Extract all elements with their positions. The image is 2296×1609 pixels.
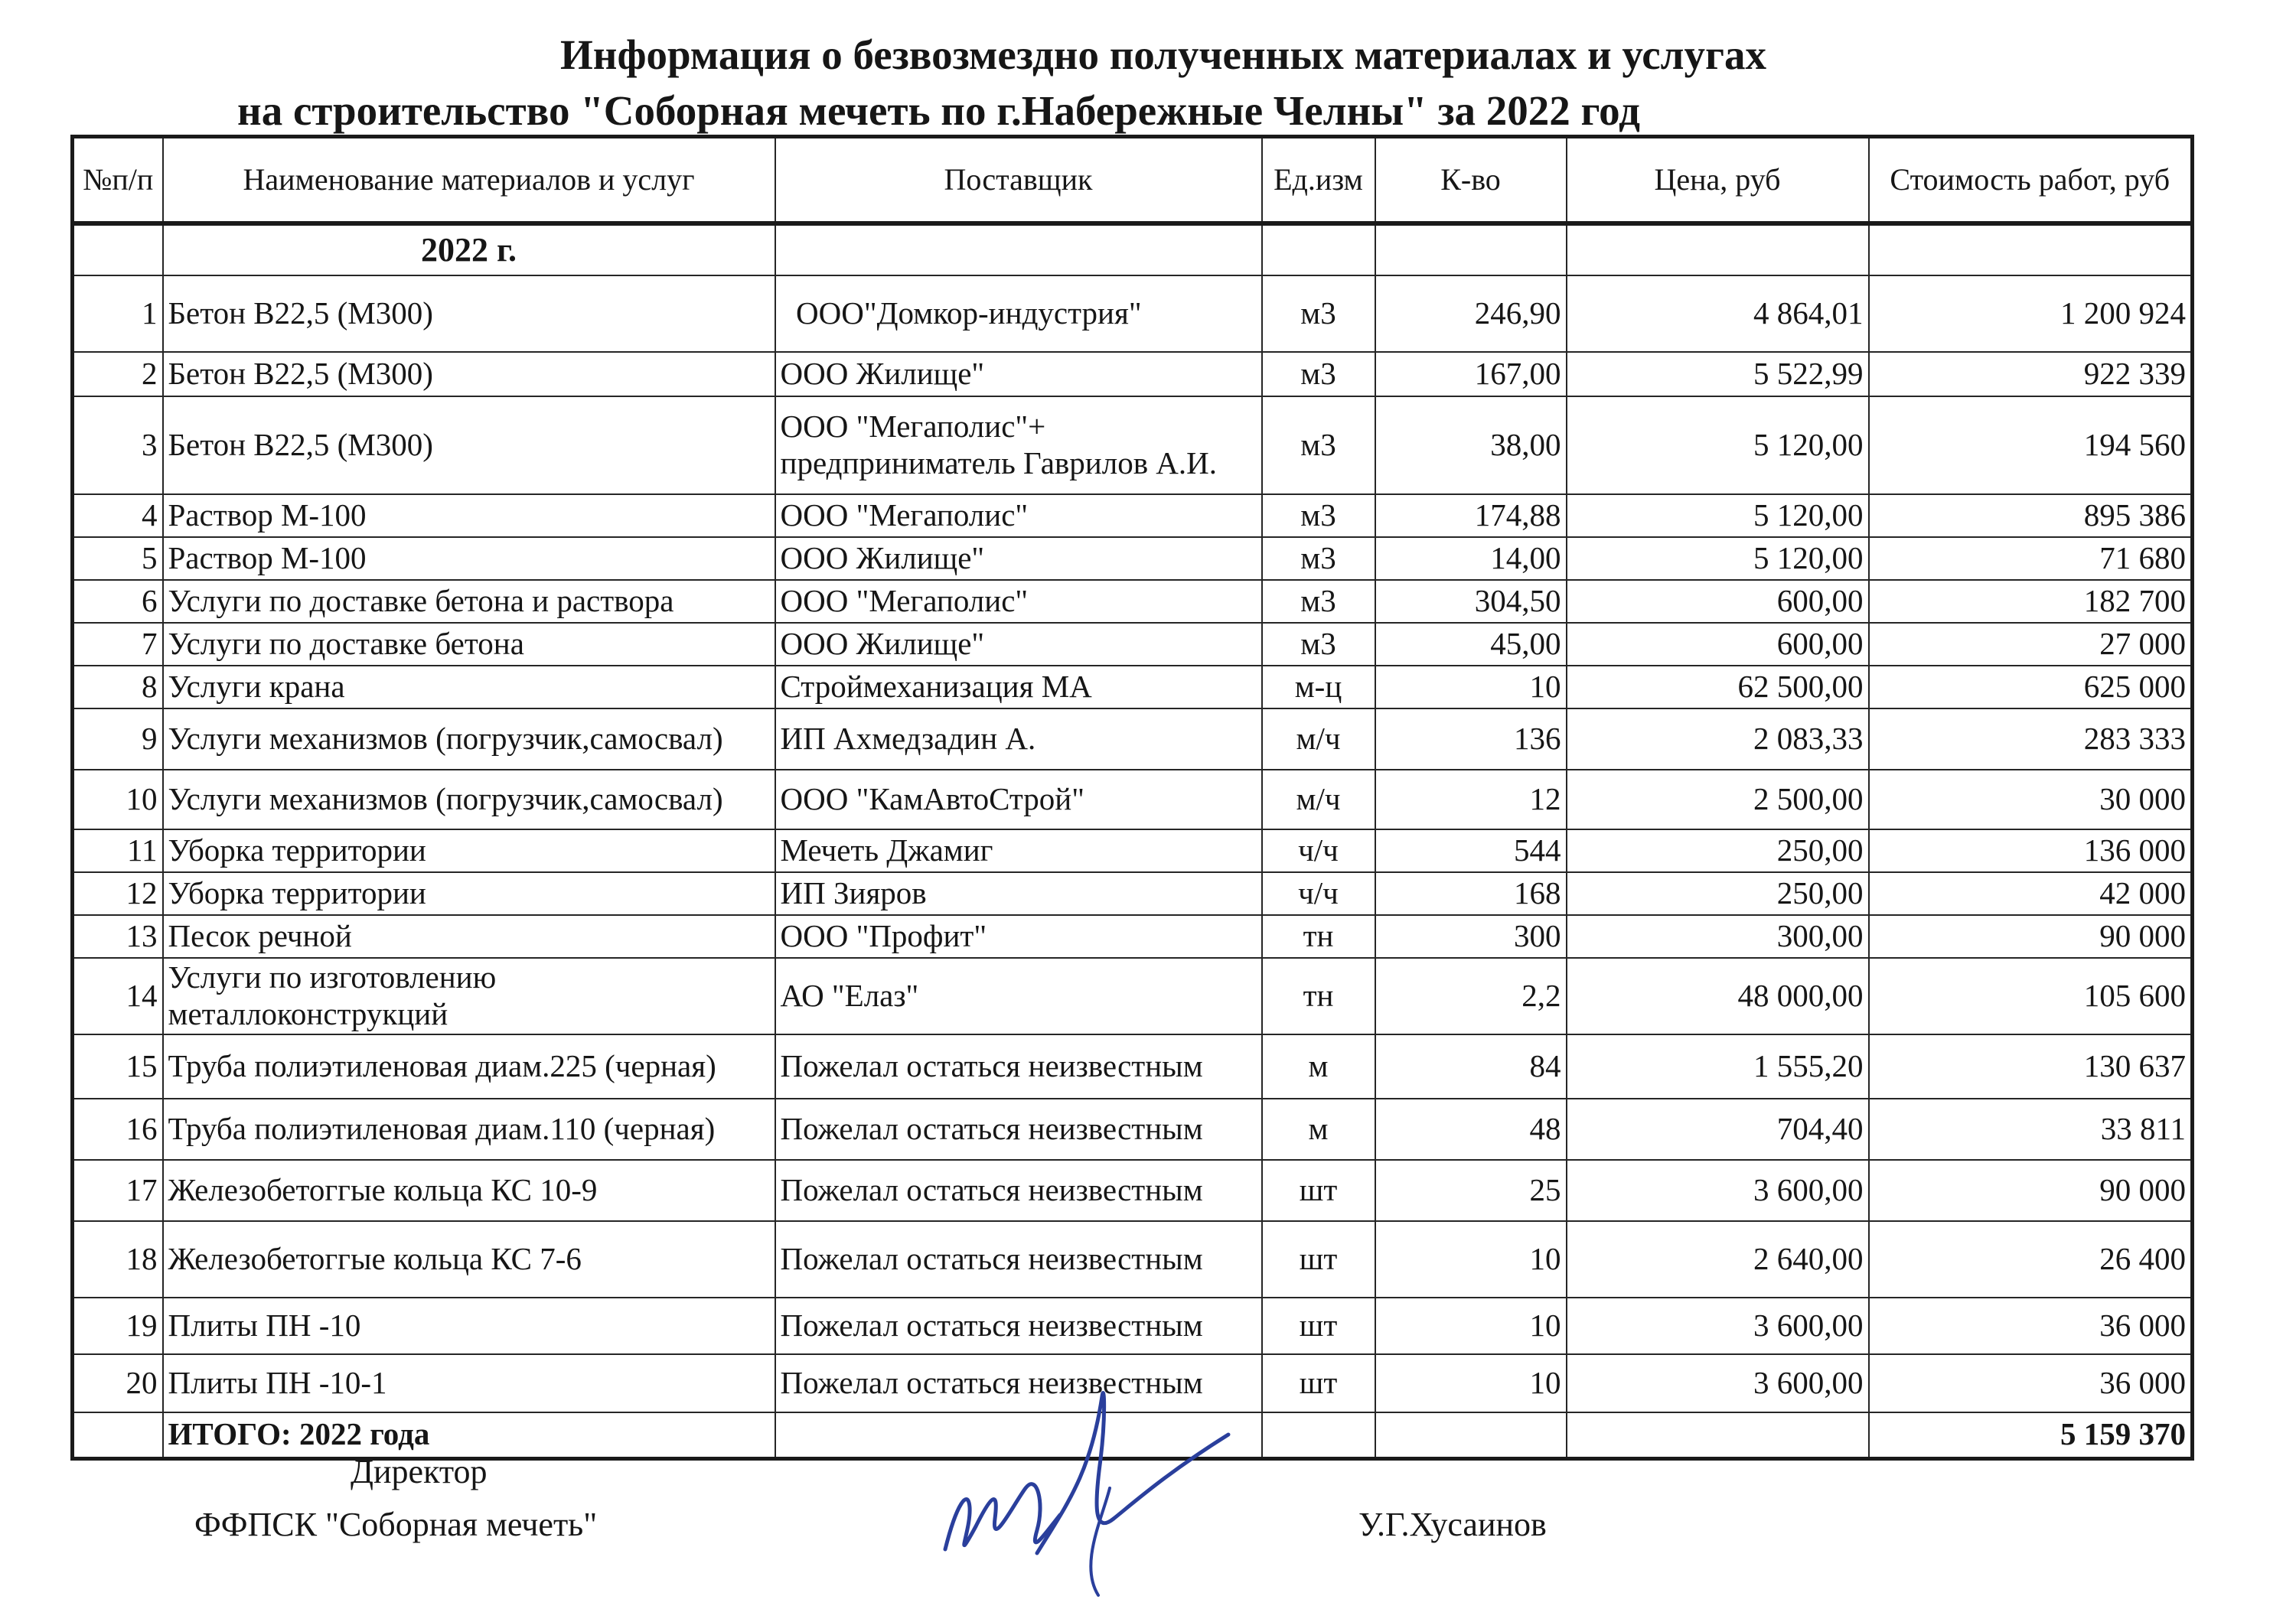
year-row [73,223,2193,275]
quantity: 174,88 [1375,494,1567,537]
unit-price: 600,00 [1567,623,1869,666]
total-cost: 30 000 [1869,770,2193,829]
unit-price: 704,40 [1567,1099,1869,1160]
unit-of-measure: ч/ч [1262,829,1375,872]
col-header-unit: Ед.изм [1262,137,1375,224]
unit-of-measure: м-ц [1262,666,1375,708]
unit-price: 300,00 [1567,915,1869,958]
table-row [73,352,2193,396]
unit-of-measure: м3 [1262,580,1375,623]
quantity: 246,90 [1375,275,1567,352]
total-label: ИТОГО: 2022 года [163,1412,775,1458]
table-row [73,708,2193,770]
col-header-supplier: Поставщик [775,137,1262,224]
item-name: Уборка территории [163,872,775,915]
unit-of-measure: м3 [1262,352,1375,396]
unit-price: 2 500,00 [1567,770,1869,829]
item-name: Услуги по изготовлению металлоконструкций [163,958,775,1034]
quantity: 84 [1375,1034,1567,1099]
unit-price: 5 522,99 [1567,352,1869,396]
quantity: 300 [1375,915,1567,958]
total-cost: 283 333 [1869,708,2193,770]
quantity: 304,50 [1375,580,1567,623]
total-cost: 105 600 [1869,958,2193,1034]
table-row [73,1160,2193,1221]
quantity: 48 [1375,1099,1567,1160]
table-row [73,829,2193,872]
table-row [73,770,2193,829]
table-header-row [73,137,2193,224]
row-number: 9 [73,708,163,770]
supplier-name: АО "Елаз" [775,958,1262,1034]
unit-of-measure: м [1262,1099,1375,1160]
row-number: 20 [73,1354,163,1412]
unit-price: 1 555,20 [1567,1034,1869,1099]
item-name: Услуги механизмов (погрузчик,самосвал) [163,708,775,770]
unit-price: 3 600,00 [1567,1354,1869,1412]
row-number: 11 [73,829,163,872]
row-number: 14 [73,958,163,1034]
row-number: 7 [73,623,163,666]
supplier-name: ООО "Мегаполис"+ предприниматель Гаврилов А.И. [775,396,1262,494]
unit-price: 5 120,00 [1567,494,1869,537]
quantity: 544 [1375,829,1567,872]
total-cost: 27 000 [1869,623,2193,666]
row-number: 4 [73,494,163,537]
total-cost: 922 339 [1869,352,2193,396]
total-cost: 36 000 [1869,1298,2193,1354]
quantity: 167,00 [1375,352,1567,396]
unit-of-measure: м3 [1262,494,1375,537]
supplier-name: ООО "КамАвтоСтрой" [775,770,1262,829]
unit-price: 2 640,00 [1567,1221,1869,1298]
item-name: Песок речной [163,915,775,958]
materials-table [70,135,2194,1461]
unit-of-measure: шт [1262,1298,1375,1354]
unit-of-measure: шт [1262,1354,1375,1412]
item-name: Раствор М-100 [163,494,775,537]
table-row [73,666,2193,708]
supplier-name: ИП Зияров [775,872,1262,915]
table-row [73,1221,2193,1298]
total-cost: 130 637 [1869,1034,2193,1099]
quantity: 10 [1375,666,1567,708]
item-name: Труба полиэтиленовая диам.110 (черная) [163,1099,775,1160]
table-row [73,580,2193,623]
total-cost: 182 700 [1869,580,2193,623]
item-name: Железобетоггые кольца КС 7-6 [163,1221,775,1298]
unit-price: 2 083,33 [1567,708,1869,770]
table-row [73,1099,2193,1160]
quantity: 45,00 [1375,623,1567,666]
supplier-name: ООО Жилище" [775,537,1262,580]
item-name: Услуги по доставке бетона и раствора [163,580,775,623]
unit-price: 48 000,00 [1567,958,1869,1034]
unit-price: 4 864,01 [1567,275,1869,352]
item-name: Плиты ПН -10 [163,1298,775,1354]
row-number: 3 [73,396,163,494]
unit-of-measure: м3 [1262,537,1375,580]
supplier-name: ООО"Домкор-индустрия" [775,275,1262,352]
item-name: Услуги по доставке бетона [163,623,775,666]
table-row [73,623,2193,666]
row-number: 8 [73,666,163,708]
item-name: Бетон В22,5 (М300) [163,275,775,352]
unit-of-measure: м3 [1262,623,1375,666]
table-row [73,537,2193,580]
unit-price: 250,00 [1567,829,1869,872]
item-name: Бетон В22,5 (М300) [163,352,775,396]
total-cost: 1 200 924 [1869,275,2193,352]
unit-price: 600,00 [1567,580,1869,623]
supplier-name: Пожелал остаться неизвестным [775,1160,1262,1221]
document-title-line1: Информация о безвозмездно полученных материалах и услугах [560,31,1766,78]
item-name: Бетон В22,5 (М300) [163,396,775,494]
unit-of-measure: м3 [1262,396,1375,494]
item-name: Труба полиэтиленовая диам.225 (черная) [163,1034,775,1099]
item-name: Железобетоггые кольца КС 10-9 [163,1160,775,1221]
quantity: 12 [1375,770,1567,829]
supplier-name: Пожелал остаться неизвестным [775,1099,1262,1160]
unit-of-measure: тн [1262,958,1375,1034]
total-cost: 136 000 [1869,829,2193,872]
table-row [73,915,2193,958]
table-row [73,958,2193,1034]
supplier-name: Мечеть Джамиг [775,829,1262,872]
row-number: 2 [73,352,163,396]
row-number: 10 [73,770,163,829]
unit-price: 3 600,00 [1567,1298,1869,1354]
total-cost: 42 000 [1869,872,2193,915]
supplier-name: Пожелал остаться неизвестным [775,1298,1262,1354]
col-header-qty: К-во [1375,137,1567,224]
table-row [73,872,2193,915]
unit-of-measure: ч/ч [1262,872,1375,915]
col-header-cost: Стоимость работ, руб [1869,137,2193,224]
unit-price: 3 600,00 [1567,1160,1869,1221]
table-row [73,494,2193,537]
supplier-name: ООО Жилище" [775,623,1262,666]
unit-of-measure: тн [1262,915,1375,958]
unit-of-measure: шт [1262,1221,1375,1298]
unit-price: 5 120,00 [1567,396,1869,494]
total-cost: 33 811 [1869,1099,2193,1160]
quantity: 136 [1375,708,1567,770]
row-number: 19 [73,1298,163,1354]
total-cost: 26 400 [1869,1221,2193,1298]
signer-organization: ФФПСК "Соборная мечеть" [194,1506,598,1543]
row-number: 5 [73,537,163,580]
unit-of-measure: м/ч [1262,770,1375,829]
unit-of-measure: м3 [1262,275,1375,352]
row-number: 16 [73,1099,163,1160]
quantity: 10 [1375,1354,1567,1412]
signer-position: Директор [351,1453,488,1490]
unit-of-measure: шт [1262,1160,1375,1221]
total-cost: 625 000 [1869,666,2193,708]
item-name: Услуги крана [163,666,775,708]
handwritten-signature [922,1373,1244,1603]
row-number: 6 [73,580,163,623]
supplier-name: ООО "Мегаполис" [775,580,1262,623]
row-number: 12 [73,872,163,915]
table-row [73,275,2193,352]
item-name: Плиты ПН -10-1 [163,1354,775,1412]
item-name: Раствор М-100 [163,537,775,580]
total-cost: 36 000 [1869,1354,2193,1412]
unit-of-measure: м [1262,1034,1375,1099]
signer-name: У.Г.Хусаинов [1358,1506,1547,1543]
row-number: 13 [73,915,163,958]
unit-price: 250,00 [1567,872,1869,915]
supplier-name: Пожелал остаться неизвестным [775,1034,1262,1099]
total-cost: 895 386 [1869,494,2193,537]
document-title-line2: на строительство "Соборная мечеть по г.Набережные Челны" за 2022 год [237,87,1640,134]
row-number: 17 [73,1160,163,1221]
quantity: 168 [1375,872,1567,915]
total-cost: 71 680 [1869,537,2193,580]
table-row [73,1298,2193,1354]
total-cost: 90 000 [1869,915,2193,958]
quantity: 25 [1375,1160,1567,1221]
quantity: 10 [1375,1298,1567,1354]
total-cost: 90 000 [1869,1160,2193,1221]
col-header-price: Цена, руб [1567,137,1869,224]
supplier-name: ООО "Мегаполис" [775,494,1262,537]
supplier-name: ИП Ахмедзадин А. [775,708,1262,770]
item-name: Уборка территории [163,829,775,872]
supplier-name: ООО Жилище" [775,352,1262,396]
col-header-num: №п/п [73,137,163,224]
item-name: Услуги механизмов (погрузчик,самосвал) [163,770,775,829]
supplier-name: Пожелал остаться неизвестным [775,1221,1262,1298]
quantity: 10 [1375,1221,1567,1298]
year-label: 2022 г. [163,223,775,275]
row-number: 18 [73,1221,163,1298]
quantity: 14,00 [1375,537,1567,580]
supplier-name: Строймеханизация МА [775,666,1262,708]
supplier-name: Пожелал остаться неизвестным [775,1354,1262,1412]
table-row [73,1034,2193,1099]
unit-of-measure: м/ч [1262,708,1375,770]
quantity: 2,2 [1375,958,1567,1034]
col-header-name: Наименование материалов и услуг [163,137,775,224]
unit-price: 5 120,00 [1567,537,1869,580]
unit-price: 62 500,00 [1567,666,1869,708]
quantity: 38,00 [1375,396,1567,494]
supplier-name: ООО "Профит" [775,915,1262,958]
table-row [73,396,2193,494]
total-cost: 194 560 [1869,396,2193,494]
total-value: 5 159 370 [1869,1412,2193,1458]
row-number: 15 [73,1034,163,1099]
row-number: 1 [73,275,163,352]
